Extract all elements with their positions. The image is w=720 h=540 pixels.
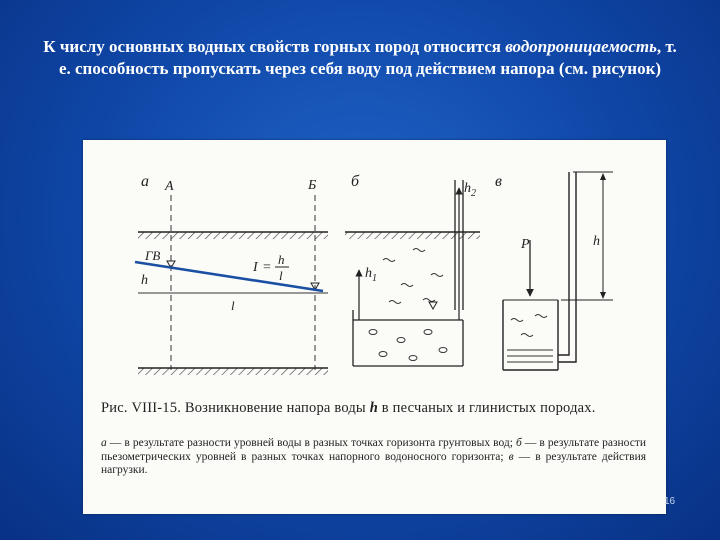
sand-marks-b [369,330,447,361]
panel-v [495,172,613,370]
h-right-label: h [593,234,600,249]
gv-label: ГВ [145,248,161,263]
panel-v-label: в [495,173,502,190]
note-a-letter: а [101,437,107,449]
page-number: 16 [664,496,676,507]
h-dim-arrow-down [600,292,606,299]
note-b-text: — в результате разности пьезометрических уровней в разных точках напорного водоносного горизонта; [101,437,646,463]
panel-a [135,173,328,375]
figure-caption [101,400,646,416]
base-hatch-a [138,368,328,375]
note-b-letter: б [516,437,522,449]
panel-a-label: а [141,173,149,190]
panel-b [345,173,480,366]
i-symbol: I [253,260,258,275]
vessel-contents [507,315,553,363]
note-a-text: — в результате разности уровней воды в разных точках горизонта грунтовых вод; [106,437,513,449]
panel-b-label: б [351,173,360,190]
h-left-label: h [141,273,148,288]
h-dim-arrow-up [600,173,606,180]
h2-label: $h_2$ [464,181,476,199]
pressure-tube-outer [558,172,569,355]
caption-prefix: Рис. VIII-15. Возникновение напора воды [101,400,366,416]
clay-marks-b [383,249,443,304]
water-level-marker-c [429,302,437,309]
length-l-label: l [231,298,235,313]
i-numerator: h [278,252,285,267]
p-label: P [521,237,530,252]
ground-hatch-a [138,232,328,239]
point-b-label: Б [308,178,317,193]
title-part1: К числу основных водных свойств горных пород относится [43,37,501,56]
caption-symbol: h [369,400,378,416]
pressure-tube-inner [558,172,576,362]
i-denominator: l [279,268,283,283]
h1-label: $h_1$ [365,266,377,284]
note-v-letter: в [508,450,514,463]
hydraulic-gradient-line [135,262,323,291]
title-part2: , т. е. способность пропускать через себя воду под действием напора (см. рисунок) [58,37,677,78]
point-a-label: A [165,179,174,194]
ground-hatch-b [345,232,480,239]
slide-title [38,36,682,80]
caption-suffix: в песчаных и глинистых породах. [381,400,596,416]
i-equals: = [263,260,271,275]
figure-notes [101,437,646,478]
title-italic-term: водопроницаемость [505,37,657,56]
figure-scan [83,140,666,514]
note-v-text: — в результате действия нагрузки. [101,450,647,476]
